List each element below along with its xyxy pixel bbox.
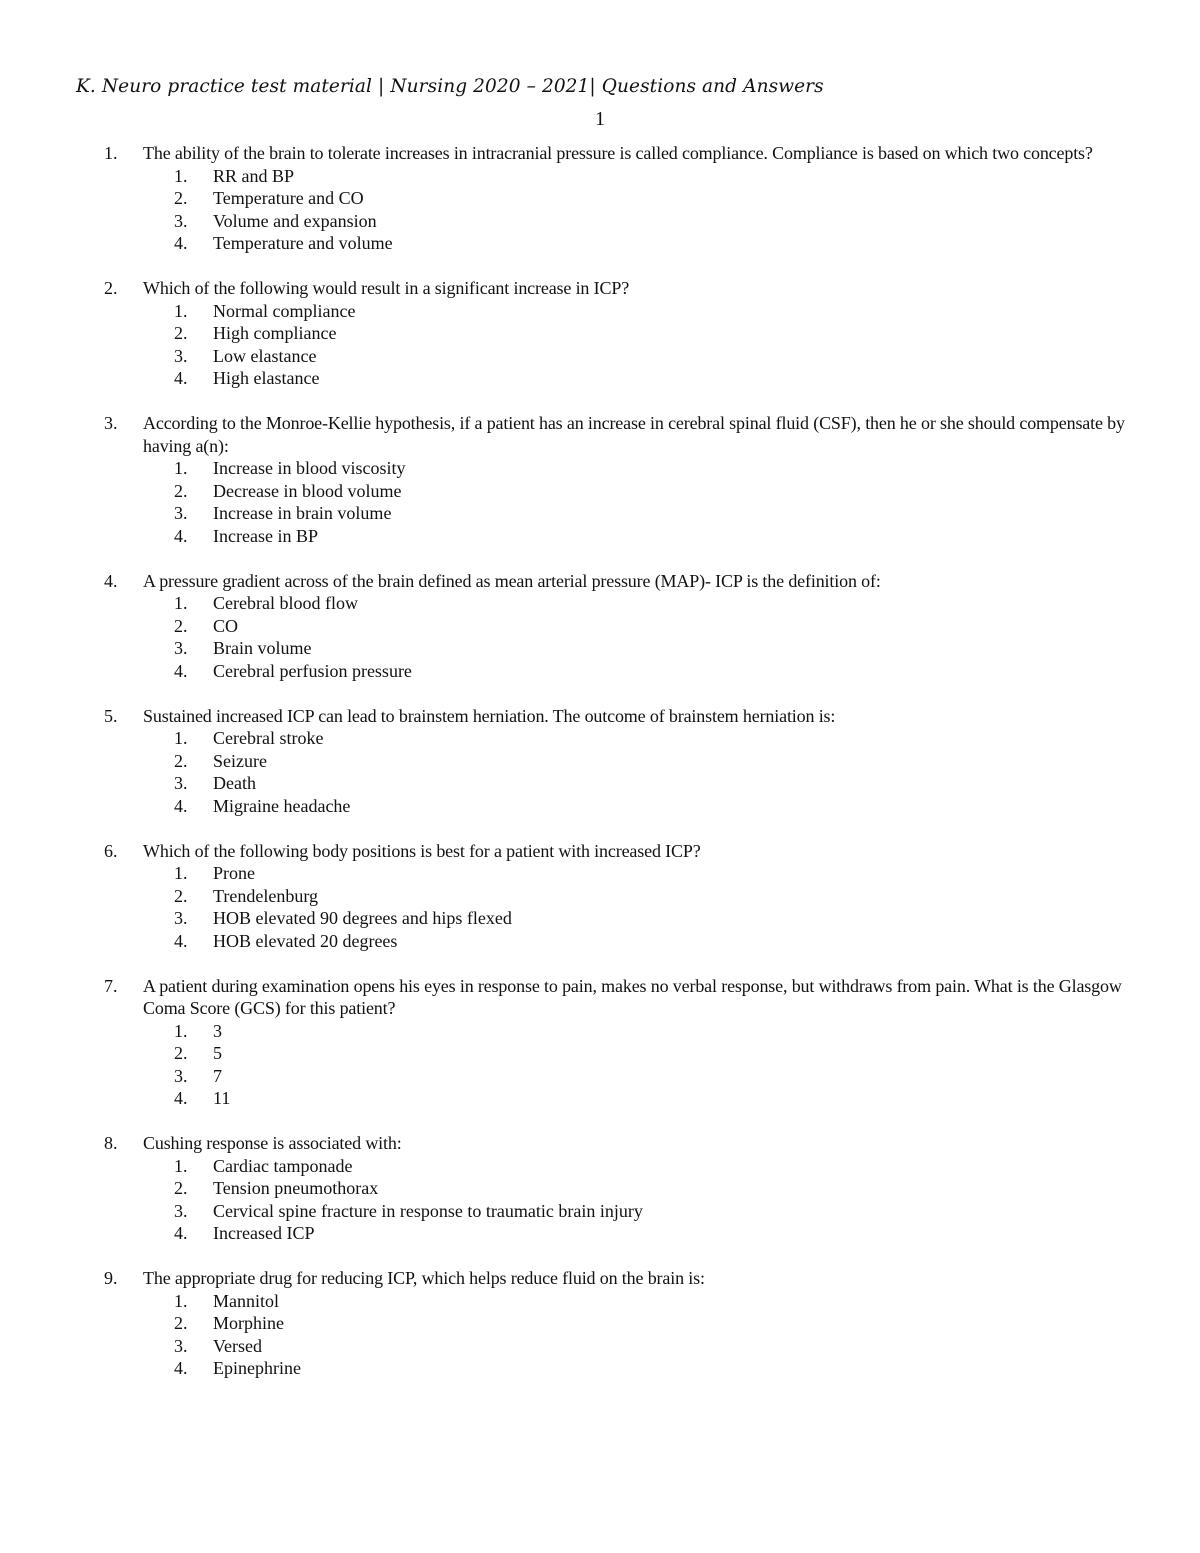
answer-options [0, 727, 1200, 817]
answer-option-number: 4. [174, 930, 188, 951]
answer-option [0, 795, 1200, 818]
answer-option [0, 885, 1200, 908]
answer-option [0, 615, 1200, 638]
answer-option-text: Epinephrine [213, 1358, 301, 1378]
answer-option [0, 502, 1200, 525]
answer-option-text: Death [213, 773, 256, 793]
answer-option-number: 3. [174, 1200, 188, 1221]
question-text: Sustained increased ICP can lead to brainstem herniation. The outcome of brainstem herniation is: [143, 705, 836, 726]
answer-option [0, 1335, 1200, 1358]
answer-option [0, 232, 1200, 255]
answer-option-text: Prone [213, 863, 255, 883]
answer-option-number: 3. [174, 345, 188, 366]
answer-option-number: 2. [174, 1043, 188, 1063]
answer-option-text: 11 [213, 1088, 231, 1108]
answer-option-text: Cerebral perfusion pressure [213, 660, 412, 681]
question-text: Which of the following body positions is best for a patient with increased ICP? [143, 840, 701, 861]
answer-option-number: 3. [174, 1335, 188, 1356]
question-list [0, 142, 1200, 1402]
question-item [0, 277, 1200, 390]
answer-option [0, 1222, 1200, 1245]
answer-option-number: 1. [174, 165, 188, 186]
answer-option-text: Morphine [213, 1313, 284, 1333]
question-number: 4. [104, 570, 118, 591]
answer-option [0, 1065, 1200, 1088]
answer-option-number: 1. [174, 1020, 188, 1041]
answer-option-number: 2. [174, 188, 188, 208]
answer-option-number: 3. [174, 1065, 188, 1086]
answer-option [0, 750, 1200, 773]
answer-option-text: High elastance [213, 368, 320, 388]
page-number: 1 [595, 108, 605, 130]
answer-option-text: Seizure [213, 750, 267, 771]
answer-option-text: Decrease in blood volume [213, 480, 402, 501]
answer-option [0, 1200, 1200, 1223]
answer-option-text: Migraine headache [213, 795, 351, 816]
answer-option-number: 1. [174, 728, 188, 748]
answer-option-number: 4. [174, 368, 188, 388]
answer-option-text: Cerebral blood flow [213, 593, 358, 613]
answer-option-number: 4. [174, 795, 188, 816]
question-number: 9. [104, 1268, 118, 1288]
answer-option-number: 3. [174, 638, 188, 658]
answer-option-number: 1. [174, 863, 188, 883]
answer-option-text: Temperature and volume [213, 233, 393, 253]
answer-option [0, 637, 1200, 660]
answer-option-text: High compliance [213, 323, 337, 343]
answer-options [0, 300, 1200, 390]
answer-option [0, 345, 1200, 368]
answer-option-number: 1. [174, 1290, 188, 1311]
answer-option-text: Versed [213, 1335, 262, 1356]
answer-option-text: CO [213, 615, 239, 636]
question-text: A patient during examination opens his eyes in response to pain, makes no verbal response, but withdraws from pain. What is the Glasgow Coma Score (GCS) for this patient? [143, 975, 1122, 1018]
question-text: Cushing response is associated with: [143, 1133, 402, 1153]
answer-option-number: 1. [174, 593, 188, 613]
answer-option-number: 4. [174, 660, 188, 681]
question-item [0, 570, 1200, 683]
answer-option [0, 210, 1200, 233]
answer-option-text: Cardiac tamponade [213, 1155, 353, 1176]
answer-option [0, 1357, 1200, 1380]
question-text: According to the Monroe-Kellie hypothesis, if a patient has an increase in cerebral spinal fluid (CSF), then he or she should compensate by having a(n): [143, 413, 1125, 456]
answer-option [0, 367, 1200, 390]
answer-option-number: 2. [174, 885, 188, 906]
question-number: 8. [104, 1133, 118, 1153]
answer-option-text: 7 [213, 1065, 222, 1086]
answer-options [0, 1290, 1200, 1380]
question-text: Which of the following would result in a significant increase in ICP? [143, 278, 630, 298]
question-number: 7. [104, 975, 118, 996]
answer-option [0, 772, 1200, 795]
answer-option-text: Increase in brain volume [213, 503, 392, 523]
answer-option-text: Volume and expansion [213, 210, 377, 231]
answer-option-number: 4. [174, 1223, 188, 1243]
answer-option [0, 300, 1200, 323]
question-item [0, 412, 1200, 547]
answer-options [0, 165, 1200, 255]
answer-option-text: Increase in BP [213, 525, 318, 546]
document-title: K. Neuro practice test material | Nursing 2020 – 2021| Questions and Answers [76, 76, 824, 97]
question-item [0, 142, 1200, 255]
answer-option-number: 4. [174, 233, 188, 253]
question-text: A pressure gradient across of the brain defined as mean arterial pressure (MAP)- ICP is the definition of: [143, 570, 881, 591]
answer-option [0, 907, 1200, 930]
answer-option [0, 727, 1200, 750]
answer-option [0, 187, 1200, 210]
answer-option [0, 322, 1200, 345]
question-item [0, 975, 1200, 1110]
answer-option-text: Increased ICP [213, 1223, 315, 1243]
answer-option-number: 4. [174, 525, 188, 546]
answer-option-text: Temperature and CO [213, 188, 364, 208]
answer-option-text: HOB elevated 20 degrees [213, 930, 398, 951]
answer-options [0, 1155, 1200, 1245]
answer-options [0, 1020, 1200, 1110]
answer-option-number: 2. [174, 480, 188, 501]
question-number: 1. [104, 143, 118, 163]
answer-option-number: 3. [174, 908, 188, 928]
answer-option [0, 1042, 1200, 1065]
answer-option [0, 1087, 1200, 1110]
question-item [0, 840, 1200, 953]
answer-option-text: 5 [213, 1043, 222, 1063]
answer-option [0, 165, 1200, 188]
answer-option-text: Low elastance [213, 345, 317, 366]
answer-option [0, 525, 1200, 548]
question-text: The appropriate drug for reducing ICP, which helps reduce fluid on the brain is: [143, 1268, 705, 1288]
answer-option-text: 3 [213, 1020, 222, 1041]
answer-option-number: 3. [174, 503, 188, 523]
answer-option-text: Cerebral stroke [213, 728, 324, 748]
answer-option-text: Trendelenburg [213, 885, 318, 906]
question-text: The ability of the brain to tolerate increases in intracranial pressure is called compliance. Compliance is based on which two concepts? [143, 143, 1093, 163]
answer-options [0, 592, 1200, 682]
question-number: 5. [104, 705, 118, 726]
answer-option-text: HOB elevated 90 degrees and hips flexed [213, 908, 512, 928]
answer-option-number: 4. [174, 1358, 188, 1378]
question-item [0, 1267, 1200, 1380]
answer-option [0, 862, 1200, 885]
answer-option-number: 2. [174, 615, 188, 636]
answer-option [0, 480, 1200, 503]
answer-option-text: Tension pneumothorax [213, 1178, 379, 1198]
answer-option [0, 1290, 1200, 1313]
answer-option-number: 3. [174, 210, 188, 231]
answer-option [0, 1155, 1200, 1178]
question-item [0, 1132, 1200, 1245]
answer-option [0, 930, 1200, 953]
answer-option-number: 3. [174, 773, 188, 793]
answer-option-number: 2. [174, 1313, 188, 1333]
answer-option-number: 2. [174, 1178, 188, 1198]
question-number: 3. [104, 413, 118, 433]
answer-option-number: 2. [174, 323, 188, 343]
answer-options [0, 862, 1200, 952]
answer-option-text: Increase in blood viscosity [213, 458, 406, 478]
answer-option-text: RR and BP [213, 165, 295, 186]
answer-options [0, 457, 1200, 547]
answer-option-text: Cervical spine fracture in response to traumatic brain injury [213, 1200, 643, 1221]
answer-option-number: 1. [174, 300, 188, 321]
answer-option-text: Normal compliance [213, 300, 356, 321]
answer-option [0, 1020, 1200, 1043]
answer-option-text: Brain volume [213, 638, 312, 658]
answer-option [0, 1312, 1200, 1335]
answer-option-number: 4. [174, 1088, 188, 1108]
answer-option-text: Mannitol [213, 1290, 279, 1311]
question-number: 2. [104, 278, 118, 298]
question-number: 6. [104, 840, 118, 861]
answer-option [0, 457, 1200, 480]
answer-option [0, 592, 1200, 615]
answer-option-number: 1. [174, 458, 188, 478]
question-item [0, 705, 1200, 818]
answer-option [0, 660, 1200, 683]
answer-option [0, 1177, 1200, 1200]
answer-option-number: 2. [174, 750, 188, 771]
answer-option-number: 1. [174, 1155, 188, 1176]
